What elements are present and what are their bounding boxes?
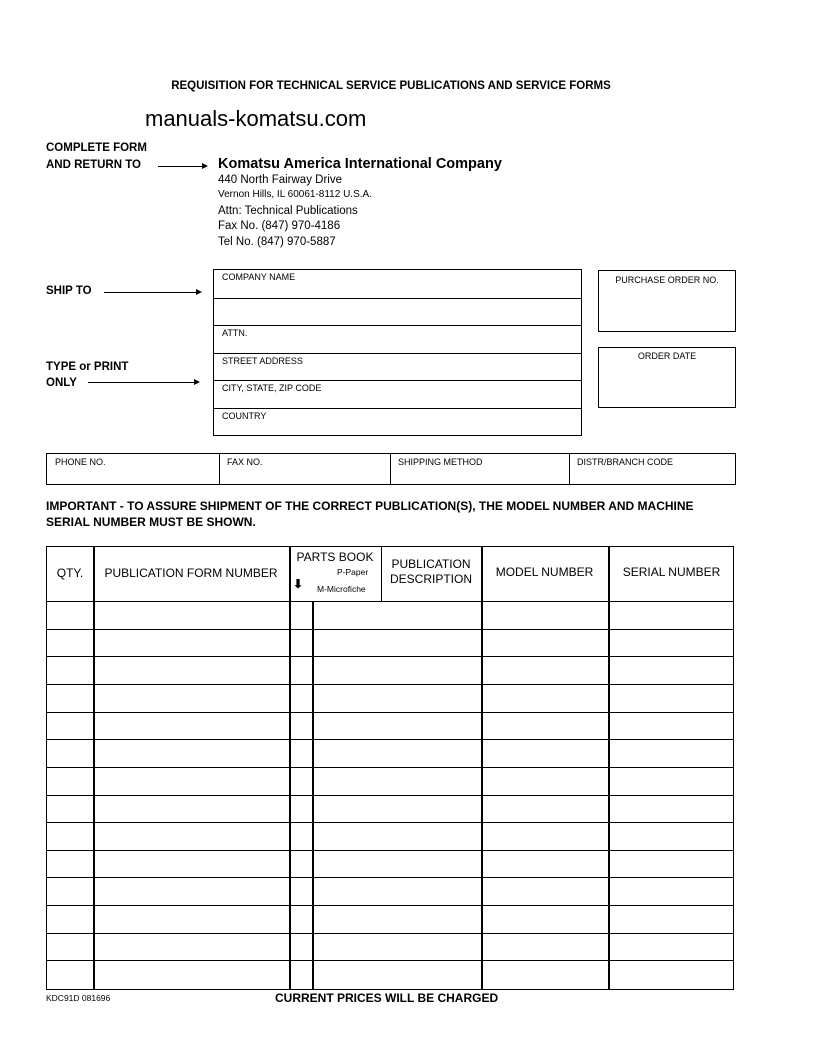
col-description: PUBLICATION — [391, 557, 471, 571]
arrow-down-icon: ⬇ — [293, 577, 304, 591]
table-row[interactable] — [47, 739, 733, 767]
footer-notice: CURRENT PRICES WILL BE CHARGED — [275, 991, 499, 1005]
purchase-order-label: PURCHASE ORDER NO. — [615, 275, 719, 285]
col-description: DESCRIPTION — [389, 572, 472, 586]
publications-table — [46, 546, 734, 990]
important-notice: IMPORTANT - TO ASSURE SHIPMENT OF THE CORRECT PUBLICATION(S), THE MODEL NUMBER AND MACHINE — [46, 499, 694, 513]
type-print-label: TYPE or PRINT — [46, 361, 129, 373]
table-row[interactable] — [47, 601, 733, 629]
table-row[interactable] — [47, 629, 733, 657]
phone-field[interactable]: PHONE NO. — [55, 457, 106, 467]
table-row[interactable] — [47, 933, 733, 961]
street-address-field[interactable]: STREET ADDRESS — [222, 356, 303, 366]
form-code: KDC91D 081696 — [46, 993, 111, 1003]
table-row[interactable] — [47, 767, 733, 795]
col-qty: QTY. — [56, 566, 84, 580]
attn-field[interactable]: ATTN. — [222, 328, 248, 338]
col-serial-number: SERIAL NUMBER — [622, 565, 721, 579]
address-line: Vernon Hills, IL 60061-8112 U.S.A. — [218, 189, 372, 200]
table-row[interactable] — [47, 712, 733, 740]
ship-to-label: SHIP TO — [46, 285, 92, 297]
return-to-label: AND RETURN TO — [46, 159, 141, 171]
table-row[interactable] — [47, 795, 733, 823]
arrow-icon — [88, 382, 198, 383]
fax-field[interactable]: FAX NO. — [227, 457, 263, 467]
col-parts-book: PARTS BOOK — [296, 550, 374, 564]
arrow-icon — [104, 292, 200, 293]
form-title: REQUISITION FOR TECHNICAL SERVICE PUBLICATIONS AND SERVICE FORMS — [171, 80, 611, 92]
address-line: Tel No. (847) 970-5887 — [218, 236, 336, 248]
address-line: 440 North Fairway Drive — [218, 174, 342, 186]
address-line: Fax No. (847) 970-4186 — [218, 220, 341, 232]
table-row[interactable] — [47, 960, 733, 988]
order-date-field[interactable] — [598, 347, 736, 408]
microfiche-label: M-Microfiche — [317, 584, 366, 594]
company-name-field[interactable]: COMPANY NAME — [222, 272, 296, 282]
table-row[interactable] — [47, 850, 733, 878]
shipping-method-field[interactable]: SHIPPING METHOD — [398, 457, 483, 467]
table-row[interactable] — [47, 822, 733, 850]
country-field[interactable]: COUNTRY — [222, 411, 267, 421]
purchase-order-field[interactable] — [598, 270, 736, 332]
table-row[interactable] — [47, 684, 733, 712]
branch-code-field[interactable]: DISTR/BRANCH CODE — [577, 457, 674, 467]
arrow-icon — [158, 166, 206, 167]
col-model-number: MODEL NUMBER — [495, 565, 594, 579]
table-row[interactable] — [47, 656, 733, 684]
type-print-label: ONLY — [46, 377, 77, 389]
table-row[interactable] — [47, 877, 733, 905]
order-date-label: ORDER DATE — [637, 351, 697, 361]
ship-to-box — [213, 269, 582, 436]
watermark: manuals-komatsu.com — [145, 106, 367, 131]
col-form-number: PUBLICATION FORM NUMBER — [104, 566, 278, 580]
contact-row — [46, 453, 736, 485]
table-row[interactable] — [47, 905, 733, 933]
company-name: Komatsu America International Company — [218, 156, 502, 172]
address-line: Attn: Technical Publications — [218, 205, 358, 217]
city-state-zip-field[interactable]: CITY, STATE, ZIP CODE — [222, 383, 322, 393]
paper-label: P-Paper — [337, 567, 369, 577]
important-notice: SERIAL NUMBER MUST BE SHOWN. — [46, 515, 256, 529]
complete-form-label: COMPLETE FORM — [46, 142, 147, 154]
